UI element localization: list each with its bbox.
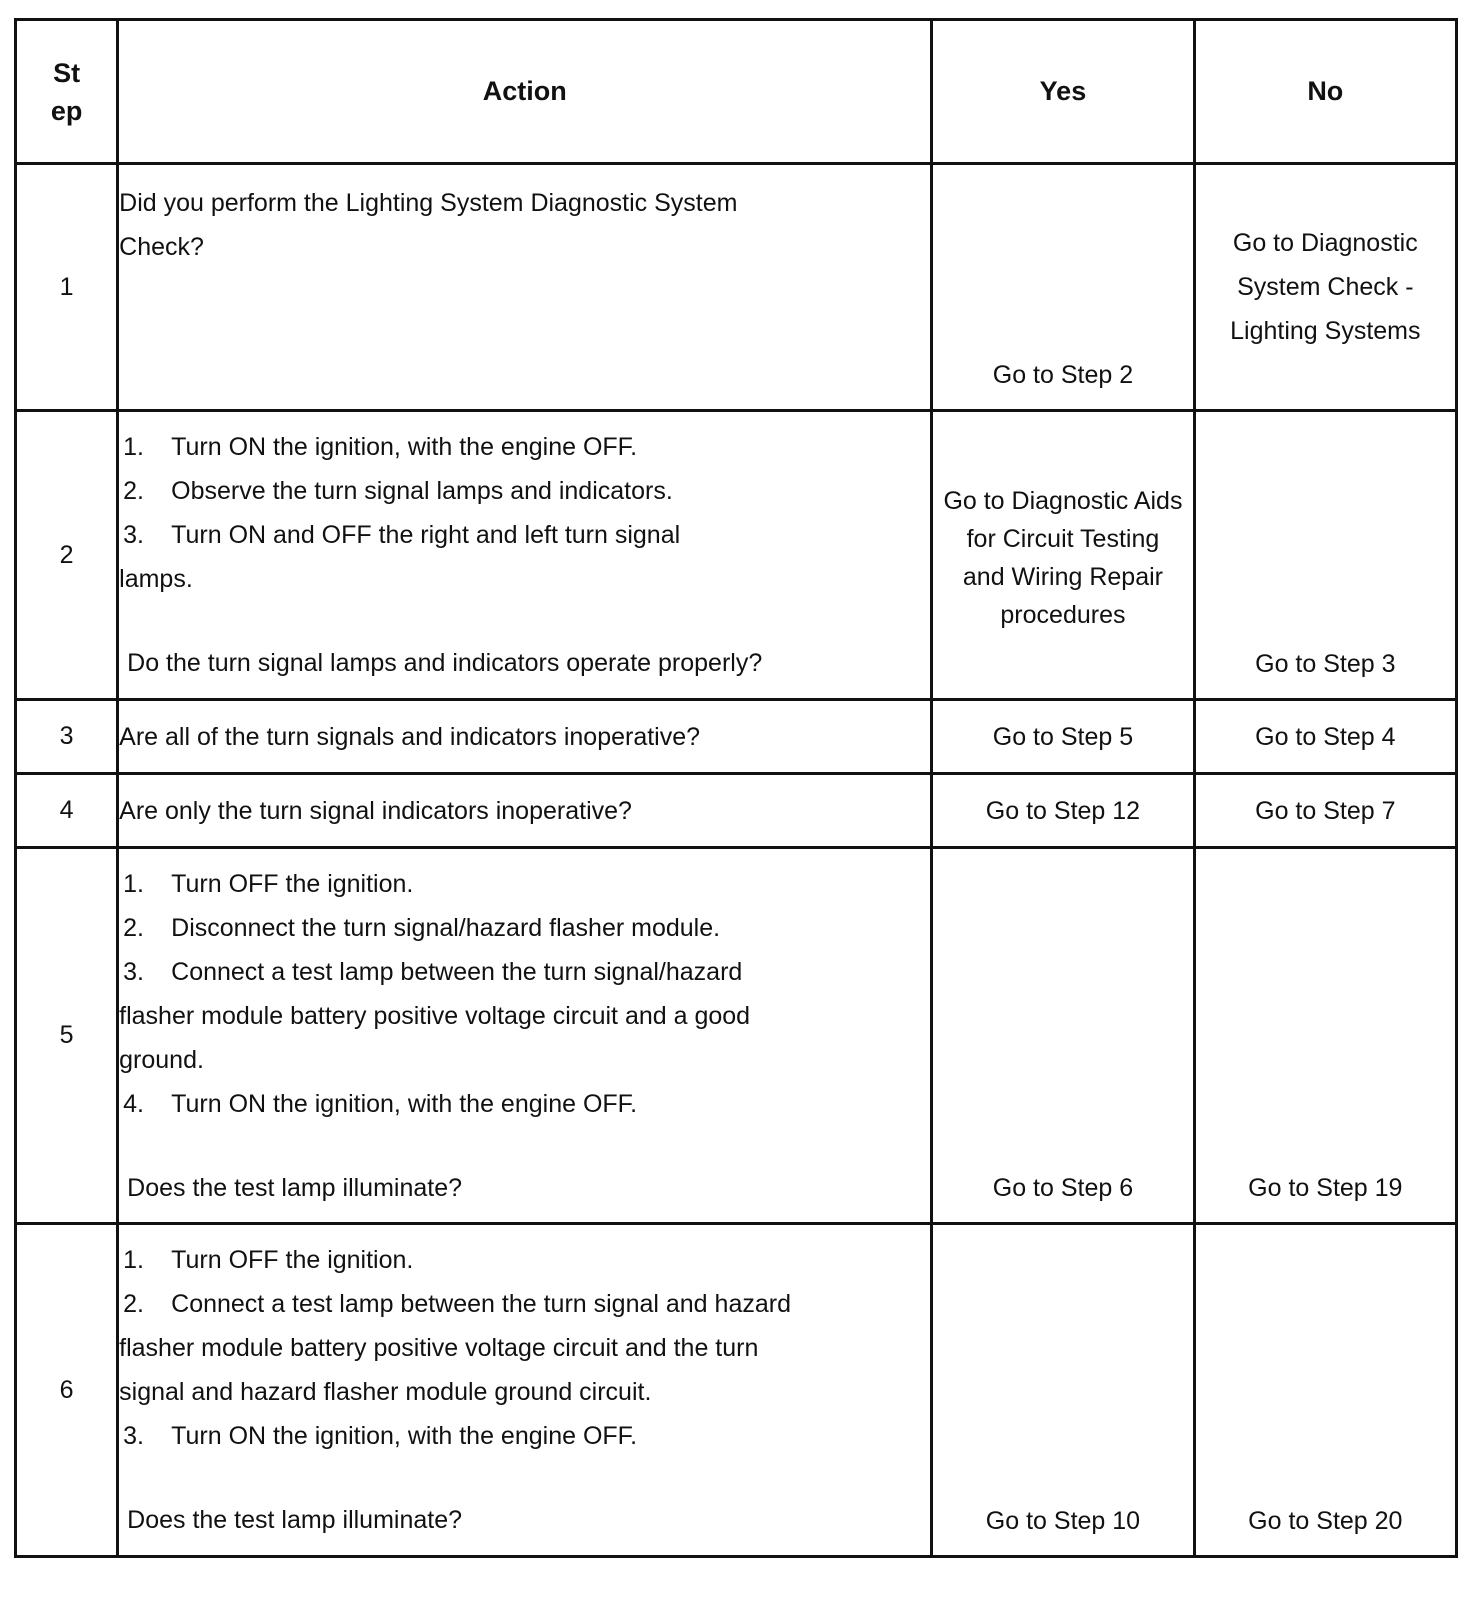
- header-row: [16, 20, 1457, 164]
- header-no: No: [1194, 20, 1456, 164]
- header-yes: Yes: [932, 20, 1194, 164]
- action-cell: [118, 1224, 932, 1557]
- action-question: Does the test lamp illuminate?: [127, 1506, 463, 1534]
- action-question: Do the turn signal lamps and indicators operate properly?: [127, 649, 763, 677]
- step-number: 4: [16, 774, 118, 848]
- no-cell: Go to Step 3: [1194, 411, 1456, 700]
- no-cell: Go to Step 7: [1194, 774, 1456, 848]
- yes-cell: Go to Step 6: [932, 848, 1194, 1224]
- diagnostic-table: [14, 18, 1458, 1558]
- step-number: 6: [16, 1224, 118, 1557]
- yes-cell: Go to Step 5: [932, 700, 1194, 774]
- action-cell: [118, 848, 932, 1224]
- no-cell: Go to Step 20: [1194, 1224, 1456, 1557]
- header-action: Action: [118, 20, 932, 164]
- action-item: 2. Disconnect the turn signal/hazard flasher module.: [123, 913, 721, 942]
- step-number: 2: [16, 411, 118, 700]
- step-number: 3: [16, 700, 118, 774]
- action-item: 2. Observe the turn signal lamps and indicators.: [123, 477, 673, 505]
- action-text: Are only the turn signal indicators inoperative?: [118, 774, 932, 848]
- table-row: [16, 848, 1457, 1224]
- action-item: 4. Turn ON the ignition, with the engine OFF.: [123, 1089, 638, 1118]
- no-cell: Go to Step 19: [1194, 848, 1456, 1224]
- action-text: Are all of the turn signals and indicators inoperative?: [118, 700, 932, 774]
- table-row: [16, 774, 1457, 848]
- no-cell: Go to Diagnostic System Check - Lighting Systems: [1194, 164, 1456, 411]
- action-item: 3. Connect a test lamp between the turn signal/hazard flasher module battery positive voltage circuit and a good ground.: [119, 957, 751, 1074]
- action-item: 1. Turn OFF the ignition.: [123, 1246, 414, 1274]
- action-text: Did you perform the Lighting System Diagnostic System Check?: [119, 189, 738, 261]
- step-number: 5: [16, 848, 118, 1224]
- table-row: [16, 700, 1457, 774]
- yes-cell: Go to Step 10: [932, 1224, 1194, 1557]
- table-row: [16, 411, 1457, 700]
- yes-cell: Go to Step 2: [932, 164, 1194, 411]
- yes-cell: Go to Step 12: [932, 774, 1194, 848]
- action-item: 3. Turn ON the ignition, with the engine OFF.: [123, 1422, 638, 1450]
- action-item: 3. Turn ON and OFF the right and left turn signal lamps.: [119, 521, 681, 593]
- step-number: 1: [16, 164, 118, 411]
- table-row: [16, 1224, 1457, 1557]
- no-cell: Go to Step 4: [1194, 700, 1456, 774]
- header-step: St ep: [16, 20, 118, 164]
- action-question: Does the test lamp illuminate?: [127, 1173, 463, 1202]
- action-item: 1. Turn ON the ignition, with the engine OFF.: [123, 433, 638, 461]
- yes-cell: Go to Diagnostic Aids for Circuit Testing and Wiring Repair procedures: [932, 411, 1194, 700]
- action-item: 2. Connect a test lamp between the turn signal and hazard flasher module battery positive voltage circuit and the turn signal and hazard flasher module ground circuit.: [119, 1290, 791, 1406]
- action-item: 1. Turn OFF the ignition.: [123, 869, 414, 898]
- action-cell: [118, 411, 932, 700]
- action-cell: [118, 164, 932, 411]
- table-row: [16, 164, 1457, 411]
